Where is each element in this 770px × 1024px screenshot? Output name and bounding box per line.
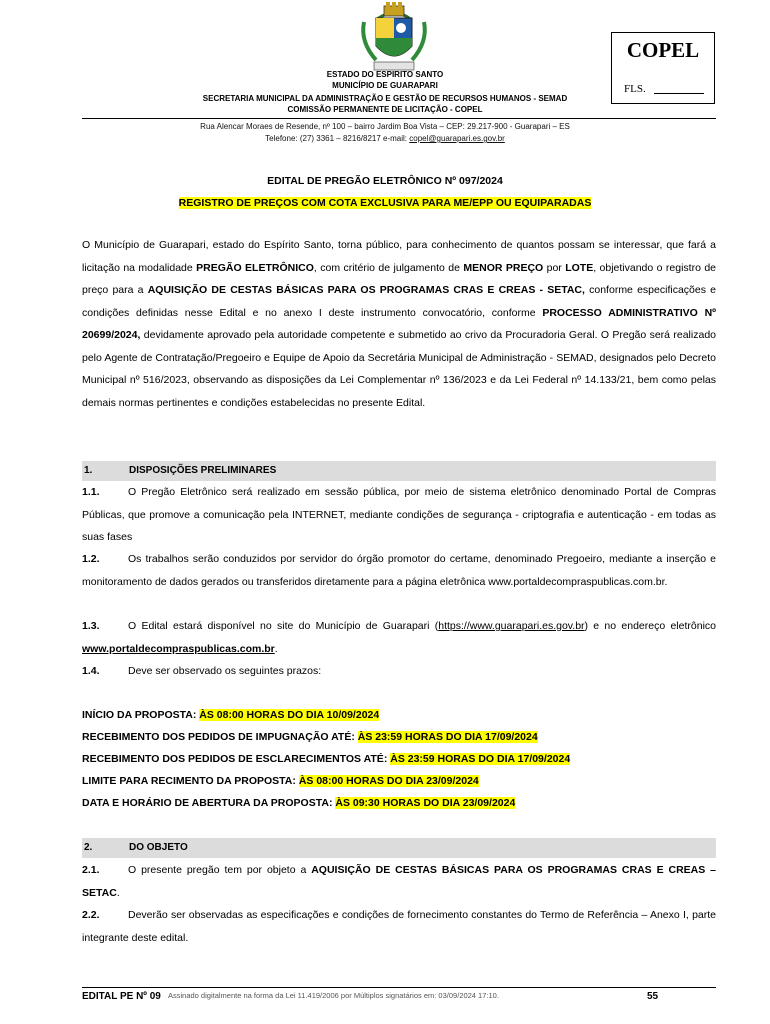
deadline-label: DATA E HORÁRIO DE ABERTURA DA PROPOSTA: [82,797,336,809]
section-1-title: DISPOSIÇÕES PRELIMINARES [129,465,277,476]
header-contact [0,133,770,144]
portal-compras-link[interactable]: www.portaldecompraspublicas.com.br [82,642,275,655]
intro-paragraph [82,234,716,414]
deadline-label: INÍCIO DA PROPOSTA: [82,709,200,721]
intro-text: , objetivando o registro de preço para a [82,261,717,296]
intro-bold: AQUISIÇÃO DE CESTAS BÁSICAS PARA OS PROGRAMAS CRAS E CREAS - SETAC, [147,284,585,296]
item-1-1 [82,481,716,549]
item-number: 1.3. [82,620,100,632]
intro-bold: LOTE [565,261,594,274]
section-1-header [82,461,716,481]
guarapari-site-link[interactable]: https://www.guarapari.es.gov.br [438,620,585,632]
header-phone: Telefone: (27) 3361 – 8216/8217 e-mail: [265,134,410,143]
item-text: . [116,886,120,899]
item-number: 2.2. [82,909,100,921]
deadline-proposal-start [82,704,379,727]
item-text: O presente pregão tem por objeto a [128,864,312,876]
item-text: ) e no endereço eletrônico [584,620,716,632]
edital-title: EDITAL DE PREGÃO ELETRÔNICO Nº 097/2024 [267,175,503,187]
deadline-value: ÀS 23:59 HORAS DO DIA 17/09/2024 [390,753,571,765]
deadline-value: ÀS 09:30 HORAS DO DIA 23/09/2024 [335,797,516,809]
item-2-1 [82,859,716,904]
deadline-label: LIMITE PARA RECIMENTO DA PROPOSTA: [82,775,299,787]
deadline-value: ÀS 08:00 HORAS DO DIA 10/09/2024 [199,709,380,721]
page-footer [82,987,716,1002]
item-1-4 [82,660,716,683]
header-state: ESTADO DO ESPIRITO SANTO [326,70,444,79]
item-text: O Edital estará disponível no site do Município de Guarapari ( [128,620,439,632]
section-2-header [82,838,716,858]
intro-bold: PROCESSO ADMINISTRATIVO Nº 20699/2024, [82,306,716,341]
deadline-value: ÀS 08:00 HORAS DO DIA 23/09/2024 [298,775,479,787]
item-number: 2.1. [82,864,100,876]
item-1-2 [82,548,716,593]
item-number: 1.4. [82,665,100,677]
header-commission: COMISSÃO PERMANENTE DE LICITAÇÃO - COPEL [287,105,483,114]
intro-text: , com critério de julgamento de [313,261,464,274]
intro-text: conforme especificações e condições definidas nesse Edital e no anexo I deste instrumento convocatório, conforme [82,284,717,319]
item-text: O Pregão Eletrônico será realizado em sessão pública, por meio de sistema eletrônico denominado Portal de Compras Públicas, que promove a comunicação pela INTERNET, mediante condições de segurança - criptografia e autenticação - em todas as suas fases [82,486,716,543]
intro-bold: PREGÃO ELETRÔNICO [196,261,314,274]
header-municipality: MUNICÍPIO DE GUARAPARI [332,81,438,90]
deadline-opening [82,792,515,815]
item-text: Deverão ser observadas as especificações e condições de fornecimento constantes do Termo de Referência – Anexo I, parte integrante deste edital. [82,909,716,944]
header-divider [82,118,716,119]
deadline-impugnation [82,726,538,749]
section-1-number: 1. [84,465,93,476]
intro-text: O Município de Guarapari, estado do Espírito Santo, torna público, para conhecimento de quantos possam se interessar, que fará a licitação na modalidade [82,239,716,274]
item-2-2 [82,904,716,949]
deadline-label: RECEBIMENTO DOS PEDIDOS DE IMPUGNAÇÃO ATÉ: [82,731,358,743]
coat-of-arms-logo [354,2,434,74]
item-number: 1.2. [82,553,100,565]
header-address: Rua Alencar Moraes de Resende, nº 100 – bairro Jardim Boa Vista – CEP: 29.217-900 - Guarapari – ES [200,122,570,131]
deadline-label: RECEBIMENTO DOS PEDIDOS DE ESCLARECIMENTOS ATÉ: [82,753,391,765]
intro-bold: MENOR PREÇO [463,261,544,274]
section-2-title: DO OBJETO [129,842,188,853]
header-email-link[interactable]: copel@guarapari.es.gov.br [409,134,505,143]
item-text: Os trabalhos serão conduzidos por servidor do órgão promotor do certame, denominado Pregoeiro, mediante a inserção e monitoramento de dados gerados ou transferidos diretamente para a página eletrônica www.portaldecompraspublicas.com.br. [82,553,716,588]
deadline-value: ÀS 23:59 HORAS DO DIA 17/09/2024 [357,731,538,743]
item-text: Deve ser observado os seguintes prazos: [128,665,322,677]
copel-stamp-fls: FLS. [624,83,646,95]
item-bold: AQUISIÇÃO DE CESTAS BÁSICAS PARA OS PROGRAMAS CRAS E CREAS – SETAC [82,864,716,899]
section-2-number: 2. [84,842,93,853]
intro-text: devidamente aprovado pela autoridade competente e submetido ao crivo da Procuradoria Geral. O Pregão será realizado pelo Agente de Contratação/Pregoeiro e Equipe de Apoio da Secretária Municipal de Administração - SEMAD, designados pelo Decreto Municipal nº 516/2023, observando as disposições da Lei Complementar nº 136/2023 e da Lei Federal nº 14.133/21, bem como pelas demais normas pertinentes e condições estabelecidas no presente Edital. [82,329,716,409]
deadline-proposal-limit [82,770,479,793]
footer-page-number: 55 [647,991,659,1002]
item-number: 1.1. [82,486,100,498]
footer-edital-label: EDITAL PE Nº 09 [82,991,161,1002]
edital-subtitle [0,197,770,209]
edital-subtitle-text: REGISTRO DE PREÇOS COM COTA EXCLUSIVA PARA ME/EPP OU EQUIPARADAS [178,197,592,209]
deadline-clarifications [82,748,570,771]
item-1-3 [82,615,716,660]
copel-stamp-title: COPEL [626,38,700,62]
header-secretariat: SECRETARIA MUNICIPAL DA ADMINISTRAÇÃO E GESTÃO DE RECURSOS HUMANOS - SEMAD [202,94,568,103]
footer-signature-stamp: Assinado digitalmente na forma da Lei 11.419/2006 por Múltiplos signatários em: 03/09/2024 17:10. [168,991,499,1000]
intro-text: por [543,261,566,274]
item-text: . [274,642,278,655]
